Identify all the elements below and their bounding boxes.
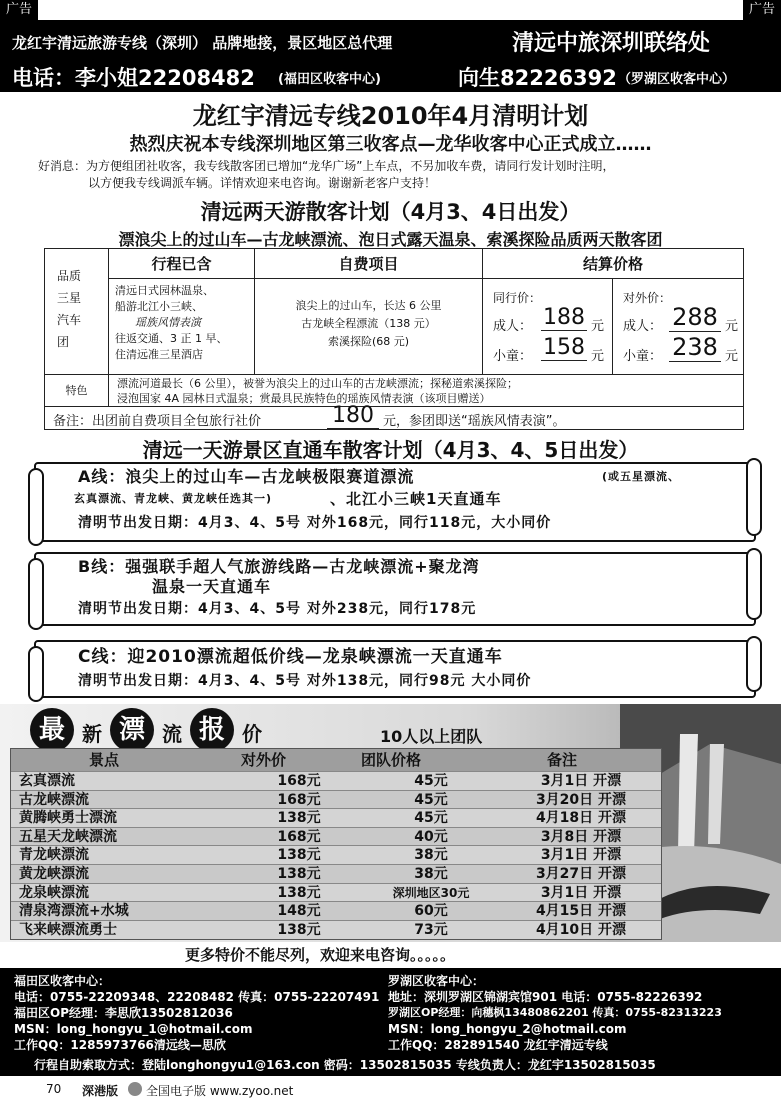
rafting-row (11, 808, 661, 827)
feature-label: 特色 (45, 375, 109, 407)
rafting-row (11, 827, 661, 846)
header-optional: 自费项目 (255, 249, 483, 279)
rafting-row (11, 901, 661, 920)
line-b-row2 (48, 578, 698, 596)
footer-left-4: 工作QQ：1285973766清远线—思欣 (14, 1038, 226, 1052)
line-a-subtitle: 、北江小三峡1天直通车 (330, 490, 502, 508)
site-label: 全国电子版 www.zyoo.net (146, 1084, 294, 1098)
rafting-cell-spot: 飞来峡漂流勇士 (19, 921, 117, 938)
line-a-title: A线：浪尖上的过山车—古龙峡极限赛道漂流 (78, 467, 415, 486)
side-label-2: 汽车 (57, 313, 82, 327)
rafting-cell-public: 168元 (277, 773, 321, 789)
th-spot: 景点 (89, 751, 120, 769)
peer-child-price: 158 (543, 335, 585, 360)
header-included: 行程已含 (109, 249, 255, 279)
public-price-cell (613, 279, 743, 375)
banner-char-0: 最 (30, 708, 74, 752)
two-day-subtitle: 漂浪尖上的过山车—古龙峡漂流、泡日式露天温泉、索溪探险品质两天散客团 (118, 230, 663, 249)
rafting-cell-group: 73元 (414, 921, 448, 938)
subtitle: 热烈庆祝本专线深圳地区第三收客点—龙华收客中心正式成立…… (129, 134, 652, 155)
rafting-cell-spot: 龙泉峡漂流 (19, 884, 89, 901)
line-c-panel (34, 640, 756, 698)
footer-left-2: 福田区OP经理：李思欣13502812036 (14, 1006, 233, 1020)
rafting-row (11, 771, 661, 790)
th-group-price: 团队价格 (361, 751, 422, 769)
rafting-cell-public: 168元 (277, 828, 321, 845)
optional-1: 古龙峡全程漂流（138 元） (301, 317, 436, 330)
rafting-cell-remark: 3月20日 开漂 (535, 791, 627, 808)
rafting-cell-public: 138元 (277, 884, 321, 901)
included-3: 往返交通、3 正 1 早、 (115, 332, 228, 345)
rafting-cell-public: 138元 (277, 810, 321, 827)
rafting-cell-remark: 3月8日 开漂 (540, 828, 622, 845)
footer-right-0: 罗湖区收客中心： (388, 974, 485, 988)
line-c-dates: 清明节出发日期：4月3、4、5号 对外138元，同行98元 大小同价 (78, 673, 532, 689)
rafting-cell-public: 138元 (277, 847, 321, 864)
public-child-yuan: 元 (725, 349, 739, 364)
peer-child-label: 小童： (493, 349, 533, 364)
public-child-label: 小童： (623, 349, 663, 364)
peer-label: 同行价： (493, 291, 542, 305)
line-b-subtitle: 温泉一天直通车 (152, 577, 272, 596)
public-adult-yuan: 元 (725, 319, 739, 334)
line-b-row1 (48, 558, 698, 576)
line-a-row2 (48, 490, 698, 508)
rafting-cell-spot: 青龙峡漂流 (19, 847, 89, 864)
page-number: 70 (46, 1082, 62, 1096)
edition-label: 深港版 (82, 1084, 119, 1098)
line-a-row3 (48, 514, 698, 532)
line-a-dates: 清明节出发日期：4月3、4、5号 对外168元，同行118元，大小同价 (78, 515, 552, 531)
header-line1-right: 清远中旅深圳联络处 (512, 31, 711, 56)
notice-line1: 好消息：为方便组团社收客，我专线散客团已增加“龙华广场”上车点，不另加收车费，请同行发计划时注明， (38, 159, 615, 173)
remark-price: 180 (327, 403, 379, 429)
optional-2: 索溪探险(68 元) (327, 335, 410, 348)
th-remark: 备注 (547, 751, 578, 769)
th-public-price: 对外价 (241, 751, 287, 769)
side-label-cell (45, 249, 109, 375)
rafting-cell-spot: 玄真漂流 (19, 773, 75, 789)
two-day-title: 清远两天游散客计划（4月3、4日出发） (200, 200, 581, 224)
included-2: 瑶族风情表演 (135, 316, 201, 329)
main-title: 龙红宇清远专线2010年4月清明计划 (192, 102, 589, 130)
side-label-0: 品质 (57, 269, 82, 283)
footer-right-2: 罗湖区OP经理：向穗枫13480862201 传真：0755-82313223 (388, 1006, 722, 1019)
included-4: 住清远准三星酒店 (115, 348, 203, 361)
feature-1: 浸泡国家 4A 园林日式温泉；赏最具民族特色的瑶族风情表演（该项目赠送） (117, 392, 491, 405)
optional-cell (255, 279, 483, 375)
public-child-price: 238 (669, 333, 721, 362)
line-a-row1 (48, 468, 698, 486)
feature-0: 漂流河道最长（6 公里），被誉为浪尖上的过山车的古龙峡漂流；探秘道索溪探险； (117, 377, 518, 390)
peer-adult-price: 188 (543, 305, 585, 330)
line-b-title: B线：强强联手超人气旅游线路—古龙峡漂流+聚龙湾 (78, 557, 480, 576)
public-adult-label: 成人： (623, 319, 663, 334)
rafting-section (0, 704, 781, 964)
rafting-header-row (11, 749, 661, 771)
rafting-cell-group: 45元 (414, 773, 448, 789)
included-0: 清远日式园林温泉、 (115, 284, 214, 297)
rafting-cell-remark: 4月10日 开漂 (535, 921, 627, 938)
line-c-row1 (48, 648, 698, 666)
rafting-cell-group: 60元 (414, 903, 448, 920)
rafting-cell-group: 45元 (414, 791, 448, 808)
peer-price-cell (483, 279, 613, 375)
line-b-dates: 清明节出发日期：4月3、4、5号 对外238元，同行178元 (78, 601, 477, 617)
included-cell (109, 279, 255, 375)
included-1: 船游北江小三峡、 (115, 300, 203, 313)
rafting-cell-public: 138元 (277, 866, 321, 882)
remark-suffix: 元，参团即送“瑶族风情表演”。 (383, 414, 566, 429)
site-logo-icon (128, 1082, 142, 1096)
side-label-1: 三星 (57, 291, 82, 305)
footer-bottom: 行程自助索取方式：登陆longhongyu1@163.con 密码：13502815035 专线负责人：龙红宇13502815035 (34, 1058, 656, 1072)
rafting-cell-public: 168元 (277, 791, 321, 808)
header-line1-left: 龙红宇清远旅游专线（深圳） 品牌地接，景区地区总代理 (12, 34, 393, 52)
feature-cell (109, 375, 743, 407)
rafting-cell-spot: 五星天龙峡漂流 (19, 828, 117, 845)
line-b-panel (34, 552, 756, 626)
banner-char-4: 报 (190, 708, 234, 752)
banner-char-5: 价 (242, 722, 262, 746)
header-right-phone: 向生82226392 (458, 66, 617, 90)
line-a-note1: (或五星漂流、 (602, 470, 681, 483)
line-a-note2: 玄真漂流、青龙峡、黄龙峡任选其一) (74, 492, 273, 505)
footer-right-1: 地址：深圳罗湖区锦湖宾馆901 电话：0755-82226392 (388, 990, 703, 1004)
rafting-cell-spot: 古龙峡漂流 (19, 791, 89, 808)
rafting-row (11, 920, 661, 939)
rafting-cell-group: 40元 (414, 828, 448, 845)
footer-left-1: 电话：0755-22209348、22208482 传真：0755-22207491 (14, 990, 380, 1004)
line-c-title: C线：迎2010漂流超低价线—龙泉峡漂流一天直通车 (78, 647, 503, 667)
peer-adult-label: 成人： (493, 319, 533, 334)
rafting-cell-public: 148元 (277, 903, 321, 920)
header-phone: 电话：李小姐22208482 (12, 66, 255, 90)
rafting-cell-remark: 3月27日 开漂 (535, 866, 627, 882)
public-adult-price: 288 (669, 303, 721, 332)
rafting-cell-group: 38元 (414, 847, 448, 864)
rafting-cell-spot: 清泉湾漂流+水城 (19, 903, 129, 920)
rafting-cell-remark: 3月1日 开漂 (540, 884, 622, 901)
footer-right-3: MSN：long_hongyu_2@hotmail.com (388, 1022, 627, 1036)
line-a-panel (34, 462, 756, 542)
line-c-row2 (48, 672, 698, 690)
banner-char-1: 新 (82, 722, 102, 746)
rafting-cell-remark: 4月15日 开漂 (535, 903, 627, 920)
side-label-3: 团 (57, 335, 70, 349)
header-right-note: （罗湖区收客中心） (618, 72, 736, 87)
rafting-cell-public: 138元 (277, 921, 321, 938)
header-banner (0, 20, 781, 92)
rafting-banner (30, 708, 340, 752)
header-phone-note: (福田区收客中心) (278, 72, 381, 87)
footer-left-3: MSN：long_hongyu_1@hotmail.com (14, 1022, 253, 1036)
rafting-cell-remark: 3月1日 开漂 (540, 773, 622, 789)
optional-0: 浪尖上的过山车，长达 6 公里 (295, 299, 442, 312)
rafting-cell-spot: 黄龙峡漂流 (19, 866, 89, 882)
rafting-row (11, 883, 661, 902)
remark-row (45, 403, 743, 429)
rafting-cell-group: 38元 (414, 866, 448, 882)
rafting-row (11, 864, 661, 883)
one-day-title: 清远一天游景区直通车散客计划（4月3、4、5日出发） (142, 438, 639, 462)
ad-tag-left: 广告 (0, 0, 38, 20)
peer-child-yuan: 元 (591, 349, 605, 364)
contact-footer (0, 968, 781, 1076)
rafting-cell-group: 深圳地区30元 (392, 885, 470, 900)
rafting-cell-spot: 黄腾峡勇士漂流 (19, 810, 117, 827)
rafting-cell-remark: 4月18日 开漂 (535, 810, 627, 827)
banner-char-2: 漂 (110, 708, 154, 752)
rafting-row (11, 790, 661, 809)
rafting-cell-remark: 3月1日 开漂 (540, 847, 622, 864)
footer-right-4: 工作QQ：282891540 龙红宇清远专线 (388, 1038, 608, 1052)
rafting-cell-group: 45元 (414, 810, 448, 827)
ad-tag-right: 广告 (743, 0, 781, 20)
rafting-row (11, 845, 661, 864)
line-b-row3 (48, 600, 698, 618)
banner-char-3: 流 (162, 722, 182, 746)
rafting-table (10, 748, 662, 940)
public-label: 对外价： (623, 291, 672, 305)
rafting-more: 更多特价不能尽列，欢迎来电咨询。。。。。 (184, 946, 455, 964)
peer-adult-yuan: 元 (591, 319, 605, 334)
two-day-table (44, 248, 744, 430)
group-note: 10人以上团队 (380, 727, 483, 746)
remark-prefix: 备注：出团前自费项目全包旅行社价 (53, 414, 262, 429)
notice-line2: 以方便我专线调派车辆。详情欢迎来电咨询。谢谢新老客户支持！ (88, 176, 437, 190)
header-price: 结算价格 (483, 249, 743, 279)
footer-left-0: 福田区收客中心： (14, 974, 111, 988)
